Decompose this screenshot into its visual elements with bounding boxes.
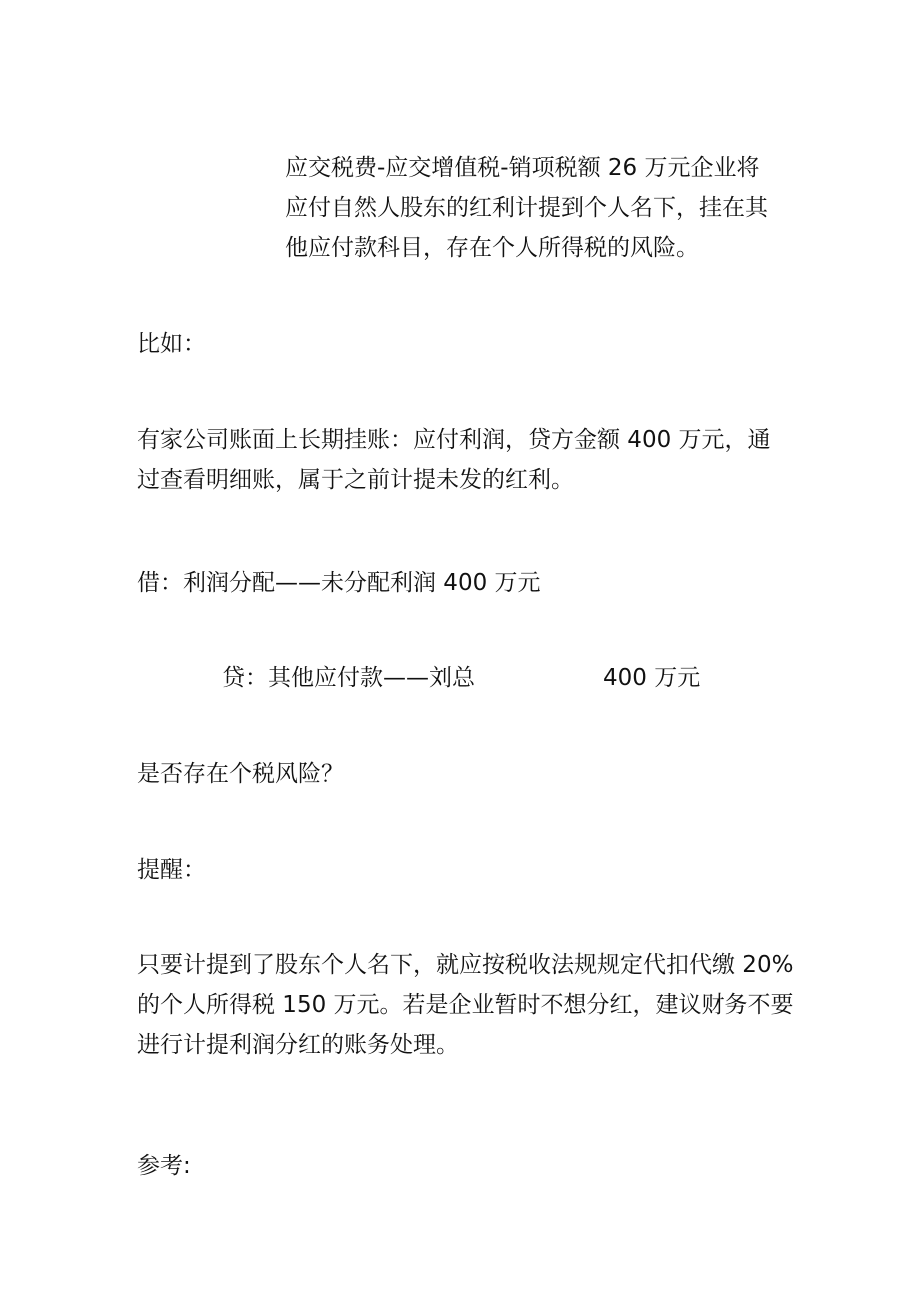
text-line: 是否存在个税风险？: [137, 761, 344, 787]
journal-entry-credit: [222, 658, 701, 698]
text-line: 参考:: [137, 1153, 191, 1179]
paragraph-reference-label: [137, 1146, 191, 1186]
paragraph-tax-risk-intro: [285, 148, 768, 268]
text-line: 过查看明细账，属于之前计提未发的红利。: [137, 467, 574, 493]
paragraph-question: [137, 754, 344, 794]
paragraph-example-case: [137, 420, 771, 500]
text-line: 比如：: [137, 331, 206, 357]
text-line: 应付自然人股东的红利计提到个人名下，挂在其: [285, 195, 768, 221]
text-line: 提醒：: [137, 857, 206, 883]
paragraph-reminder-body: [137, 945, 794, 1065]
text-line: 应交税费-应交增值税-销项税额 26 万元企业将: [285, 155, 760, 181]
credit-account-text: 贷：其他应付款——刘总: [222, 665, 475, 691]
text-line: 进行计提利润分红的账务处理。: [137, 1032, 459, 1058]
credit-amount: 400 万元: [603, 665, 701, 691]
text-line: 只要计提到了股东个人名下，就应按税收法规规定代扣代缴 20%: [137, 952, 794, 978]
paragraph-reminder-label: [137, 850, 206, 890]
text-line: 有家公司账面上长期挂账：应付利润，贷方金额 400 万元，通: [137, 427, 771, 453]
journal-entry-debit: [137, 563, 541, 603]
text-line: 借：利润分配——未分配利润 400 万元: [137, 570, 541, 596]
paragraph-example-label: [137, 324, 206, 364]
text-line: 的个人所得税 150 万元。若是企业暂时不想分红，建议财务不要: [137, 992, 794, 1018]
text-line: 他应付款科目，存在个人所得税的风险。: [285, 235, 699, 261]
